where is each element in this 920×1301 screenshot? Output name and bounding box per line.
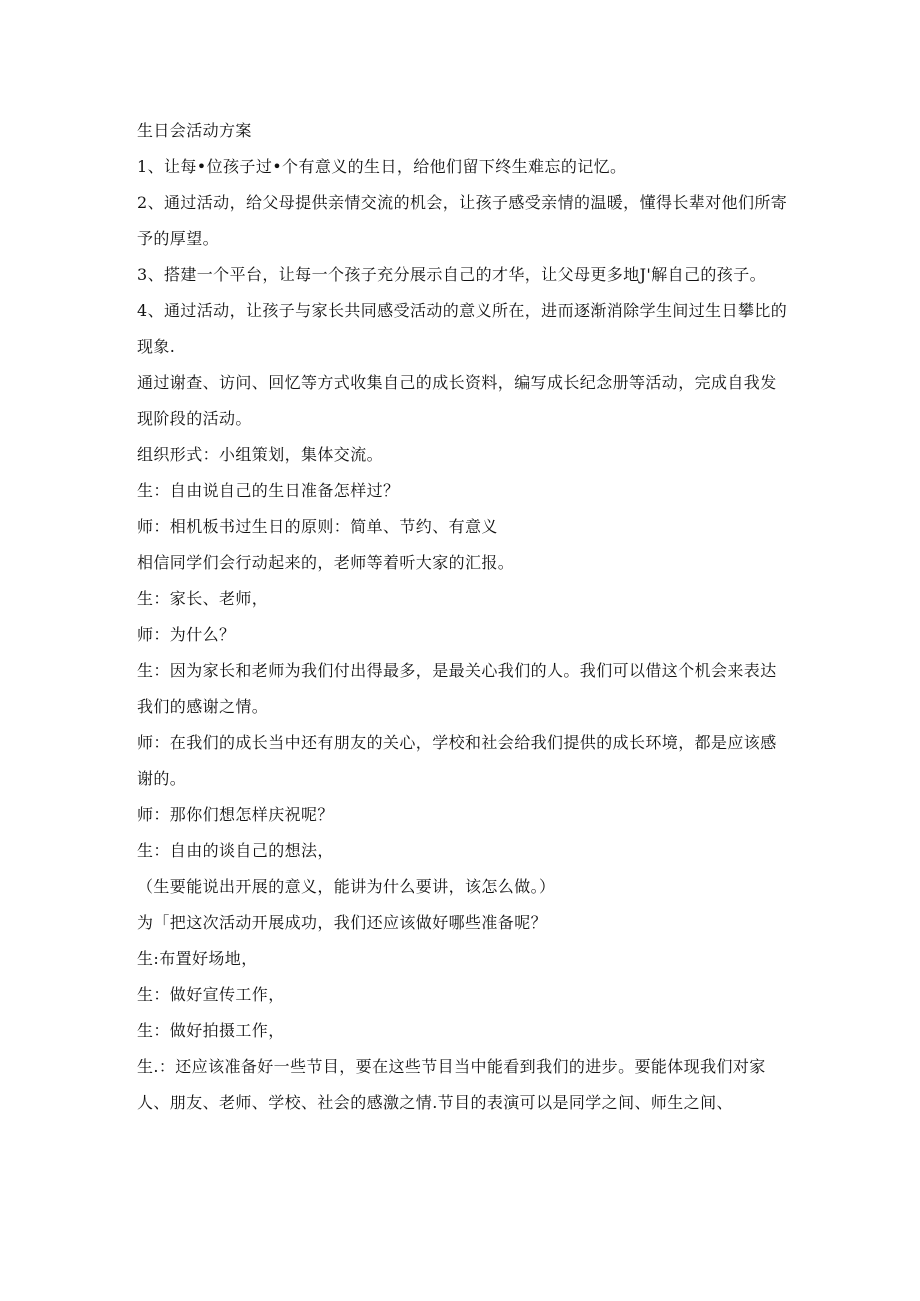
paragraph: 生：自由的谈自己的想法， xyxy=(137,841,334,860)
paragraph: 生：自由说自己的生日准备怎样过？ xyxy=(137,481,400,500)
paragraph: （生要能说出开展的意义，能讲为什么要讲，该怎么做。） xyxy=(137,877,556,896)
paragraph: 师：为什么？ xyxy=(137,625,236,644)
paragraph: 生:布置好场地， xyxy=(137,949,258,968)
paragraph: 生：家长、老师， xyxy=(137,589,269,608)
paragraph: 通过谢查、访问、回忆等方式收集自己的成长资料，编写成长纪念册等活动，完成自我发现阶段的活动。 xyxy=(137,373,777,428)
paragraph: 相信同学们会行动起来的，老师等着听大家的汇报。 xyxy=(137,553,515,572)
document-title: 生日会活动方案 xyxy=(137,121,252,140)
paragraph: 组织形式：小组策划，集体交流。 xyxy=(137,445,384,464)
paragraph: 2、通过活动，给父母提供亲情交流的机会，让孩子感受亲情的温暖，懂得长辈对他们所寄予的厚望。 xyxy=(137,193,788,248)
paragraph: 师：相机板书过生日的原则：简单、节约、有意义 xyxy=(137,517,498,536)
paragraph: 1、让每•位孩子过•个有意义的生日，给他们留下终生难忘的记忆。 xyxy=(137,157,627,176)
paragraph: 3、搭建一个平台，让每一个孩子充分展示自己的才华，让父母更多地J'解自己的孩子。 xyxy=(137,265,766,284)
paragraph: 生：做好宣传工作， xyxy=(137,985,285,1004)
document-body xyxy=(137,113,789,1121)
paragraph: 为「把这次活动开展成功，我们还应该做好哪些准备呢？ xyxy=(137,913,548,932)
paragraph: 生：因为家长和老师为我们付出得最多，是最关心我们的人。我们可以借这个机会来表达我们的感谢之情。 xyxy=(137,661,777,716)
paragraph: 师：在我们的成长当中还有朋友的关心，学校和社会给我们提供的成长环境，都是应该感谢的。 xyxy=(137,733,777,788)
paragraph: 生.：还应该准备好一些节目，要在这些节目当中能看到我们的进步。要能体现我们对家人、朋友、老师、学校、社会的感激之情.节目的表演可以是同学之间、师生之间、 xyxy=(137,1057,766,1112)
paragraph: 生：做好拍摄工作， xyxy=(137,1021,285,1040)
paragraph: 师：那你们想怎样庆祝呢？ xyxy=(137,805,334,824)
paragraph: 4、通过活动，让孩子与家长共同感受活动的意义所在，进而逐渐消除学生间过生日攀比的现象. xyxy=(137,301,788,356)
